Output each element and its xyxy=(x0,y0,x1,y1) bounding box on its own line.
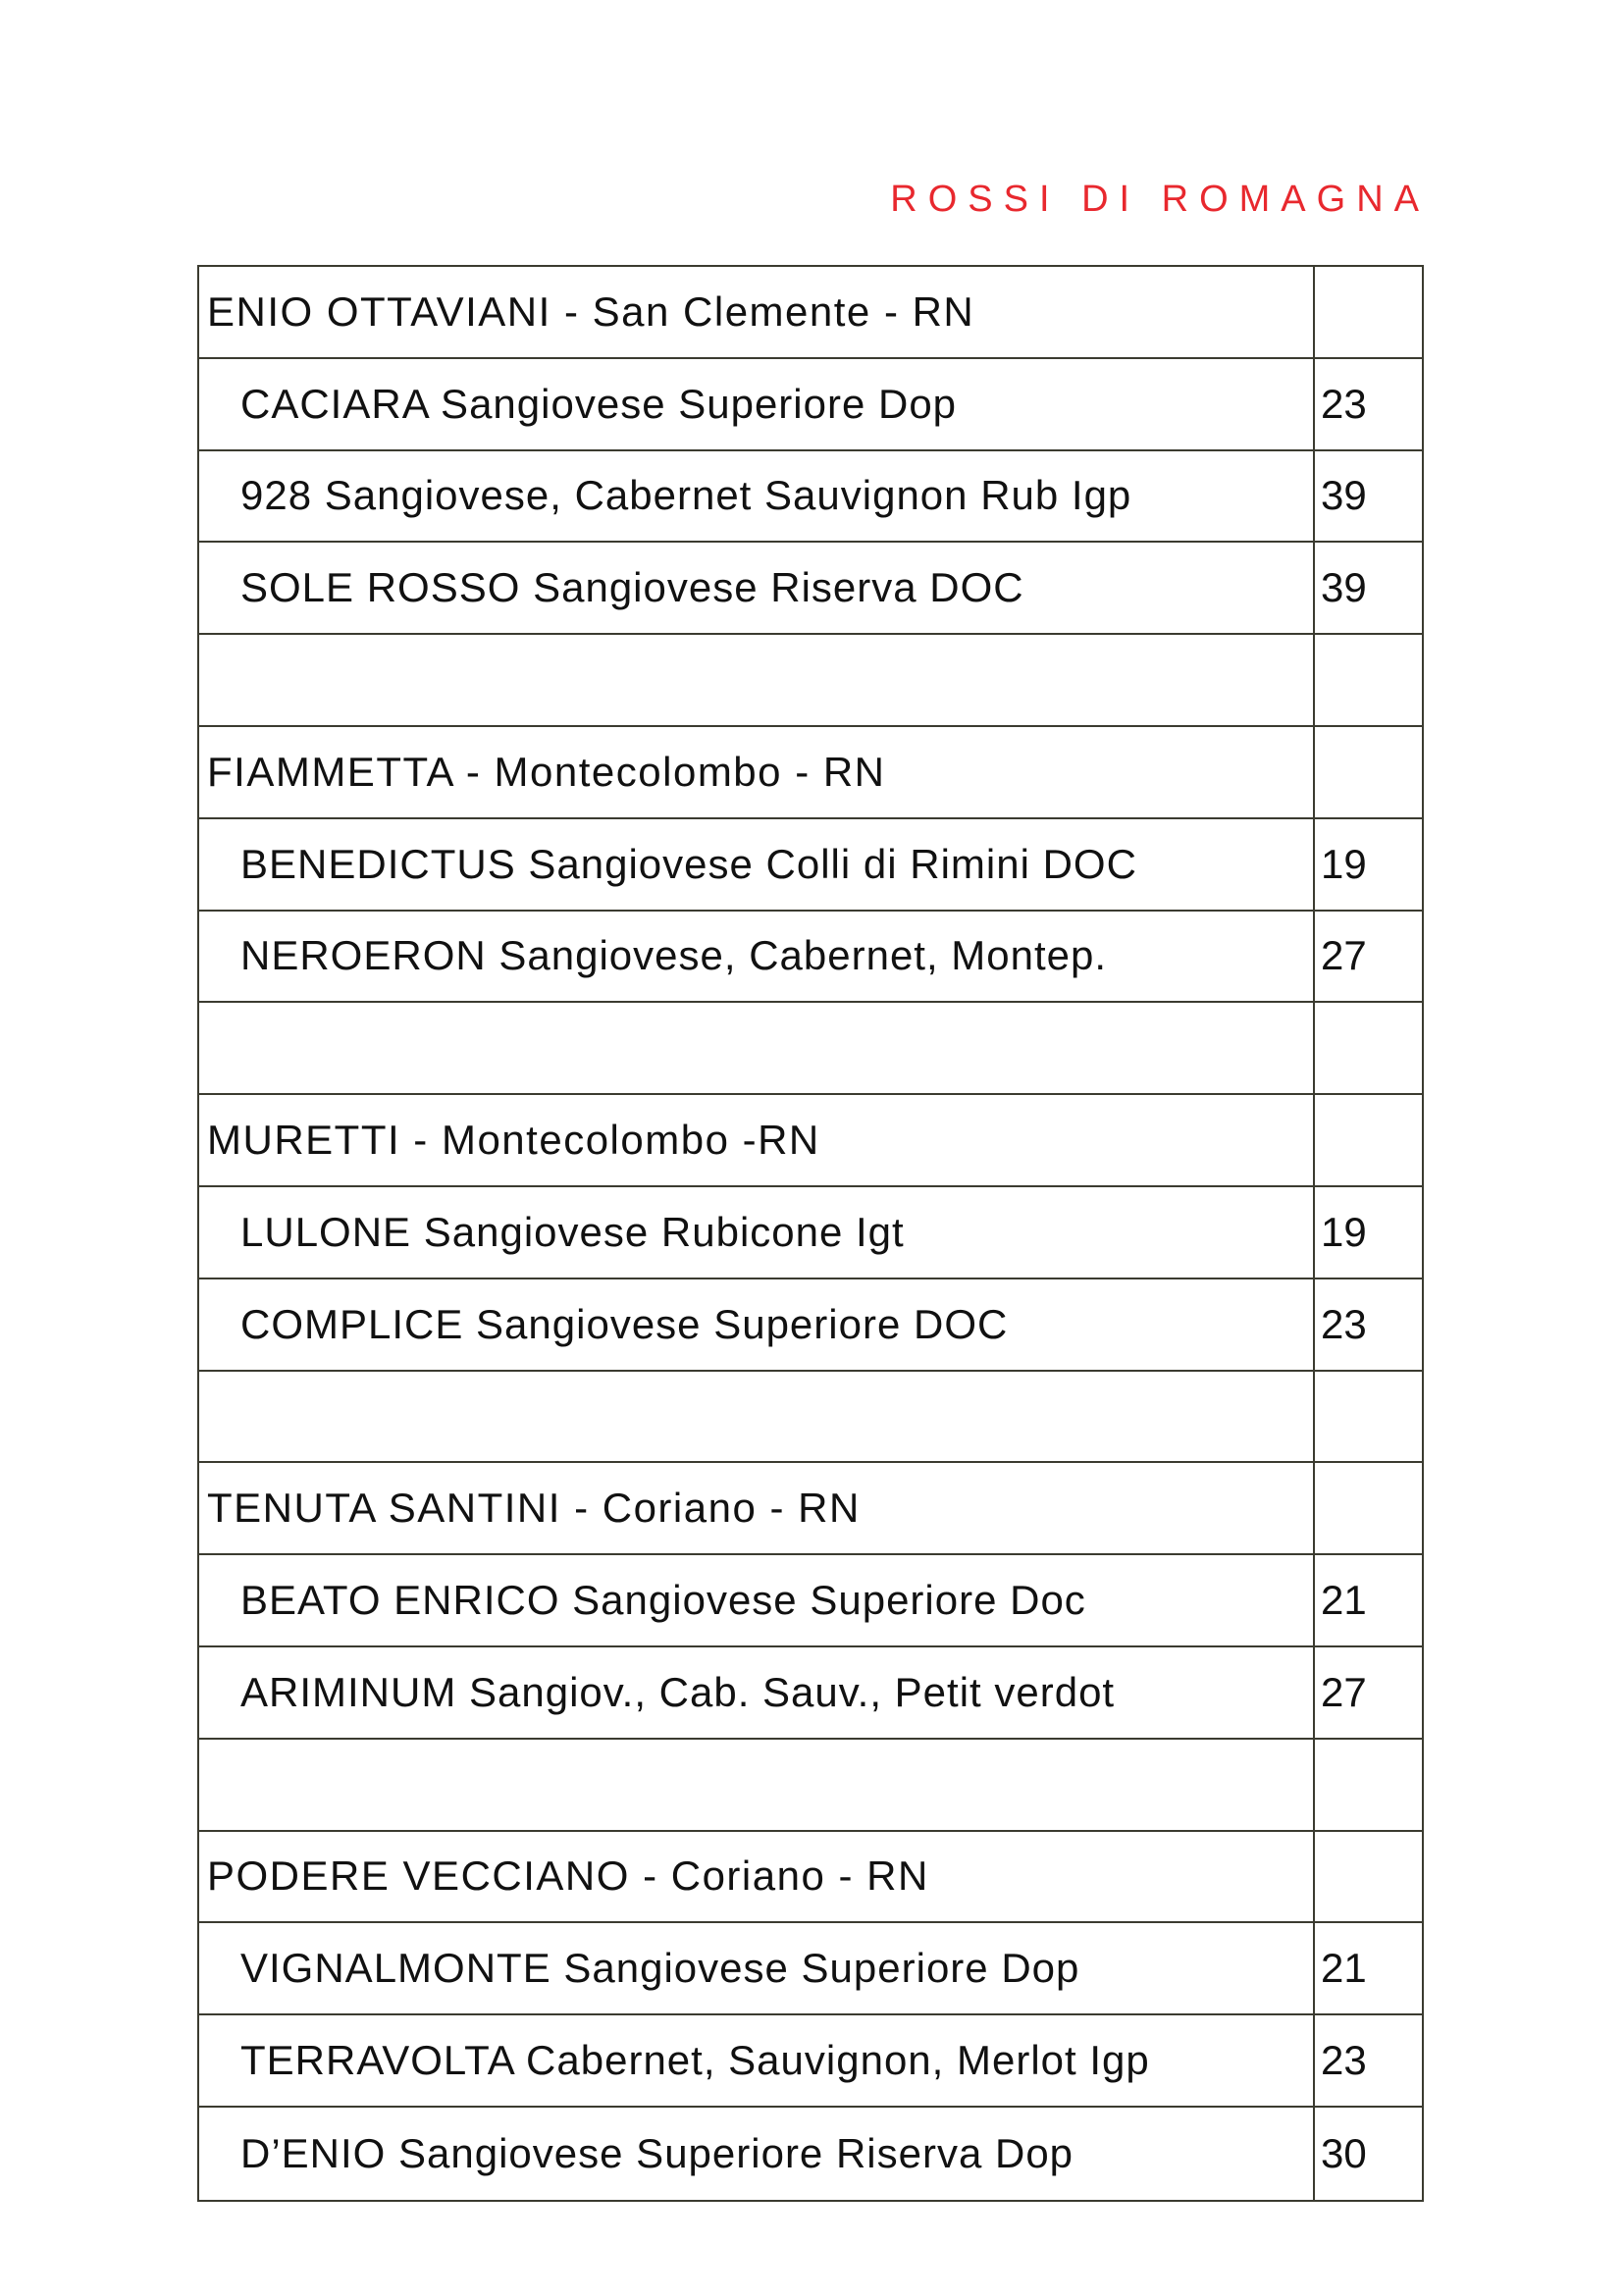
wine-name: 928 Sangiovese, Cabernet Sauvignon Rub Igp xyxy=(199,451,1315,542)
producer-name: MURETTI - Montecolombo -RN xyxy=(199,1095,1315,1185)
spacer-row xyxy=(199,1372,1422,1464)
empty-cell xyxy=(1315,1372,1422,1462)
wine-name: D’ENIO Sangiovese Superiore Riserva Dop xyxy=(199,2108,1315,2200)
wine-row xyxy=(199,2108,1422,2200)
wine-price: 23 xyxy=(1321,2037,1367,2084)
wine-name: BEATO ENRICO Sangiovese Superiore Doc xyxy=(199,1555,1315,1645)
wine-row xyxy=(199,543,1422,635)
empty-cell xyxy=(199,1740,1315,1830)
wine-price: 39 xyxy=(1321,472,1367,519)
wine-row xyxy=(199,1279,1422,1372)
wine-price: 27 xyxy=(1321,1668,1367,1715)
empty-cell xyxy=(199,1372,1315,1462)
wine-row xyxy=(199,451,1422,544)
spacer-row xyxy=(199,635,1422,727)
wine-name: NEROERON Sangiovese, Cabernet, Montep. xyxy=(199,912,1315,1002)
wine-row xyxy=(199,819,1422,912)
wine-price: 21 xyxy=(1321,1577,1367,1624)
producer-name: TENUTA SANTINI - Coriano - RN xyxy=(199,1463,1315,1553)
wine-price: 19 xyxy=(1321,1208,1367,1255)
empty-price-cell xyxy=(1315,727,1422,817)
empty-cell xyxy=(1315,1003,1422,1093)
producer-row xyxy=(199,267,1422,359)
producer-name: PODERE VECCIANO - Coriano - RN xyxy=(199,1832,1315,1922)
empty-cell xyxy=(199,635,1315,725)
page-title: ROSSI DI ROMAGNA xyxy=(890,179,1430,220)
empty-price-cell xyxy=(1315,1832,1422,1922)
producer-name: FIAMMETTA - Montecolombo - RN xyxy=(199,727,1315,817)
empty-price-cell xyxy=(1315,1095,1422,1185)
producer-row xyxy=(199,1832,1422,1924)
wine-name: VIGNALMONTE Sangiovese Superiore Dop xyxy=(199,1923,1315,2013)
wine-price: 23 xyxy=(1321,380,1367,427)
wine-name: COMPLICE Sangiovese Superiore DOC xyxy=(199,1279,1315,1370)
empty-price-cell xyxy=(1315,1463,1422,1553)
wine-list-table xyxy=(197,265,1424,2202)
wine-name: BENEDICTUS Sangiovese Colli di Rimini DOC xyxy=(199,819,1315,910)
wine-price: 19 xyxy=(1321,840,1367,887)
wine-name: TERRAVOLTA Cabernet, Sauvignon, Merlot Igp xyxy=(199,2015,1315,2106)
spacer-row xyxy=(199,1003,1422,1095)
empty-cell xyxy=(199,1003,1315,1093)
wine-name: SOLE ROSSO Sangiovese Riserva DOC xyxy=(199,543,1315,633)
wine-price: 27 xyxy=(1321,932,1367,979)
wine-row xyxy=(199,1647,1422,1740)
producer-row xyxy=(199,1463,1422,1555)
wine-price: 23 xyxy=(1321,1300,1367,1347)
producer-row xyxy=(199,1095,1422,1187)
wine-row xyxy=(199,359,1422,451)
producer-name: ENIO OTTAVIANI - San Clemente - RN xyxy=(199,267,1315,357)
wine-row xyxy=(199,1187,1422,1279)
wine-name: LULONE Sangiovese Rubicone Igt xyxy=(199,1187,1315,1278)
wine-price: 39 xyxy=(1321,564,1367,611)
empty-cell xyxy=(1315,635,1422,725)
wine-price: 21 xyxy=(1321,1945,1367,1992)
spacer-row xyxy=(199,1740,1422,1832)
wine-row xyxy=(199,912,1422,1004)
empty-price-cell xyxy=(1315,267,1422,357)
wine-row xyxy=(199,2015,1422,2108)
wine-name: CACIARA Sangiovese Superiore Dop xyxy=(199,359,1315,449)
wine-row xyxy=(199,1923,1422,2015)
wine-price: 30 xyxy=(1321,2129,1367,2176)
wine-name: ARIMINUM Sangiov., Cab. Sauv., Petit verdot xyxy=(199,1647,1315,1738)
producer-row xyxy=(199,727,1422,819)
wine-row xyxy=(199,1555,1422,1647)
empty-cell xyxy=(1315,1740,1422,1830)
